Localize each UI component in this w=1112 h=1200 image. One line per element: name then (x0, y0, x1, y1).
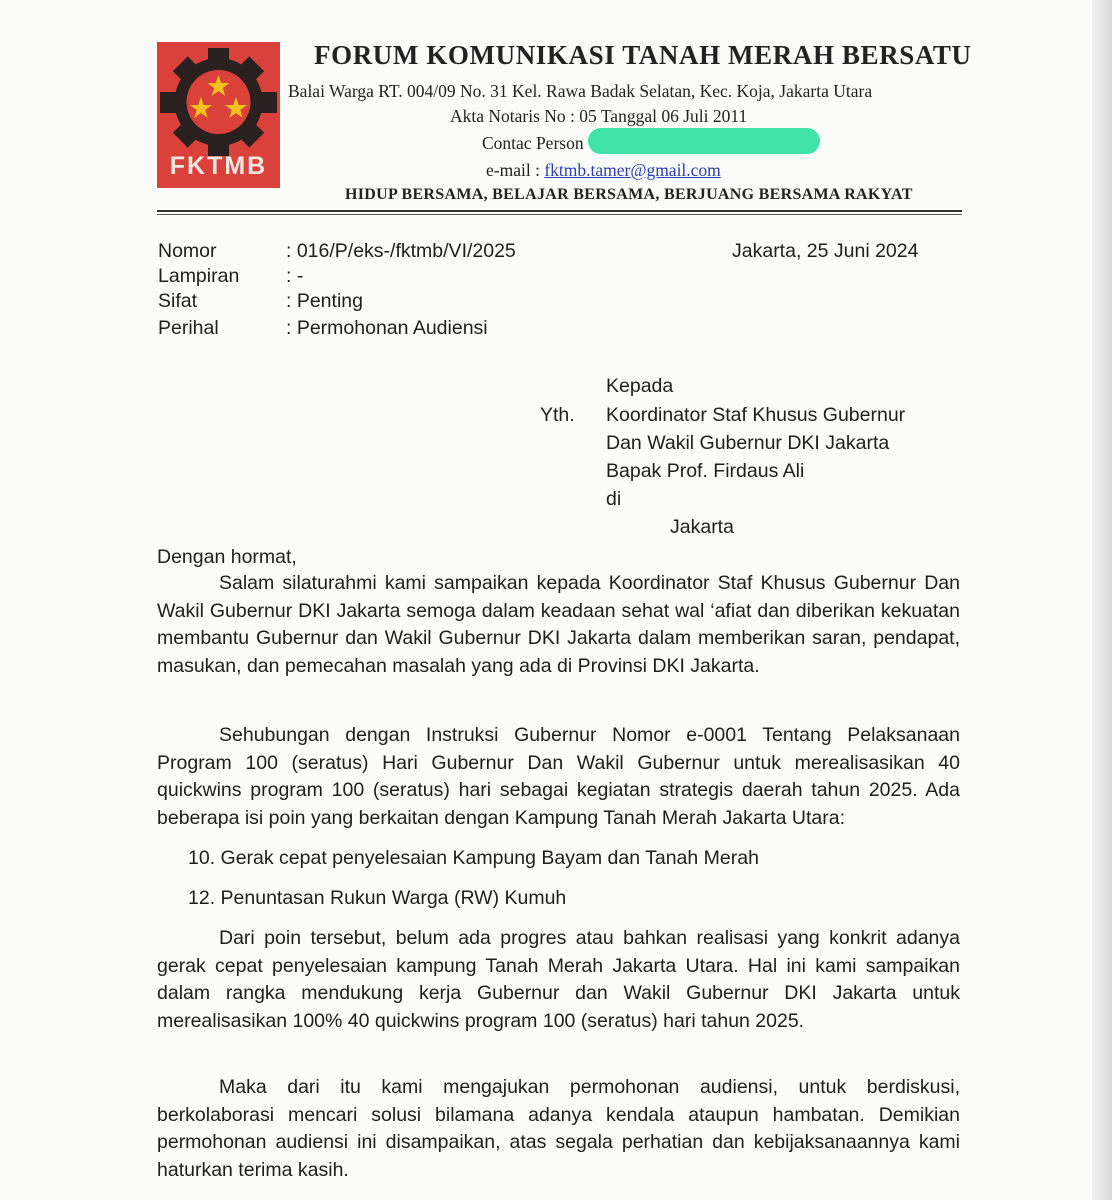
salutation: Dengan hormat, (157, 546, 297, 568)
email-link[interactable]: fktmb.tamer@gmail.com (544, 160, 721, 180)
recipient-line-1: Koordinator Staf Khusus Gubernur (606, 404, 906, 426)
recipient-kepada: Kepada (606, 375, 674, 397)
perihal-value: : Permohonan Audiensi (286, 317, 488, 339)
sifat-label: Sifat (158, 290, 198, 312)
notary-deed: Akta Notaris No : 05 Tanggal 06 Juli 2011 (450, 106, 748, 126)
logo-text: FKTMB (169, 152, 268, 180)
sifat-value: : Penting (286, 290, 363, 312)
page-edge (1092, 0, 1112, 1200)
email-line (486, 160, 721, 181)
paragraph-2: Sehubungan dengan Instruksi Gubernur Nomor e-0001 Tentang Pelaksanaan Program 100 (seratus) Hari Gubernur Dan Wakil Gubernur untuk merealisasikan 40 quickwins program 100 (seratus) hari sebagai kegiatan strategis daerah tahun 2025. Ada beberapa isi poin yang berkaitan dengan Kampung Tanah Merah Jakarta Utara: (157, 724, 960, 829)
contact-person: Contac Person (482, 133, 584, 153)
paragraph-1: Salam silaturahmi kami sampaikan kepada Koordinator Staf Khusus Gubernur Dan Wakil Gubernur DKI Jakarta semoga dalam keadaan sehat wal ‘afiat dan diberikan kekuatan membantu Gubernur dan Wakil Gubernur DKI Jakarta dalam memberikan saran, pendapat, masukan, dan pemecahan masalah yang ada di Provinsi DKI Jakarta. (157, 572, 960, 677)
redaction-mark (588, 128, 820, 154)
list-item-10: 10. Gerak cepat penyelesaian Kampung Bayam dan Tanah Merah (188, 847, 759, 869)
email-label: e-mail : (486, 160, 545, 180)
letterhead-divider-thin (157, 214, 962, 215)
lampiran-value: : - (286, 265, 304, 287)
organization-address: Balai Warga RT. 004/09 No. 31 Kel. Rawa Badak Selatan, Kec. Koja, Jakarta Utara (288, 81, 873, 101)
recipient-city: Jakarta (670, 516, 734, 538)
organization-name: FORUM KOMUNIKASI TANAH MERAH BERSATU (314, 40, 972, 70)
letterhead-divider (157, 210, 962, 212)
list-item-12: 12. Penuntasan Rukun Warga (RW) Kumuh (188, 887, 567, 909)
nomor-label: Nomor (158, 240, 217, 262)
lampiran-label: Lampiran (158, 265, 240, 287)
nomor-value: : 016/P/eks-/fktmb/VI/2025 (286, 240, 516, 262)
recipient-di: di (606, 488, 622, 510)
motto: HIDUP BERSAMA, BELAJAR BERSAMA, BERJUANG BERSAMA RAKYAT (345, 186, 913, 203)
recipient-line-3: Bapak Prof. Firdaus Ali (606, 460, 805, 482)
paragraph-4: Maka dari itu kami mengajukan permohonan audiensi, untuk berdiskusi, berkolaborasi mencari solusi bilamana adanya kendala ataupun hambatan. Demikian permohonan audiensi ini disampaikan, atas segala perhatian dan kebijaksanaannya kami haturkan terima kasih. (157, 1076, 960, 1181)
recipient-yth: Yth. (540, 404, 575, 426)
fktmb-logo (157, 42, 280, 188)
letter-date: Jakarta, 25 Juni 2024 (732, 240, 919, 262)
perihal-label: Perihal (158, 317, 219, 339)
paragraph-3: Dari poin tersebut, belum ada progres atau bahkan realisasi yang konkrit adanya gerak cepat penyelesaian kampung Tanah Merah Jakarta Utara. Hal ini kami sampaikan dalam rangka mendukung kerja Gubernur dan Wakil Gubernur DKI Jakarta untuk merealisasikan 100% 40 quickwins program 100 (seratus) hari tahun 2025. (157, 927, 960, 1032)
recipient-line-2: Dan Wakil Gubernur DKI Jakarta (606, 432, 890, 454)
